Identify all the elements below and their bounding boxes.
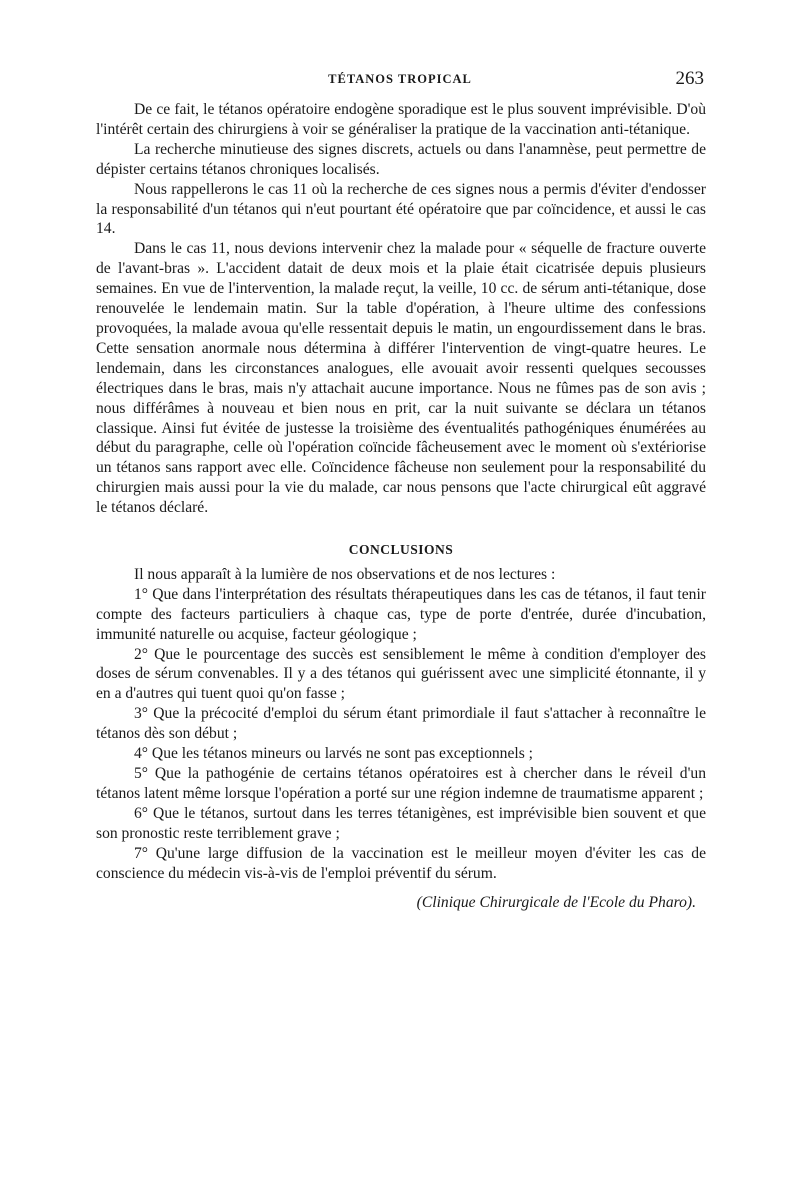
page-header bbox=[96, 68, 704, 92]
body-text bbox=[96, 100, 706, 913]
conclusion-item: 5° Que la pathogénie de certains tétanos opératoires est à chercher dans le réveil d'un tétanos latent même lorsque l'opération a porté sur une région indemne de traumatisme apparent ; bbox=[96, 765, 706, 802]
paragraph: Dans le cas 11, nous devions intervenir chez la malade pour « séquelle de fracture ouverte de l'avant-bras ». L'accident datait de deux mois et la plaie était cicatrisée depuis plusieurs semaines. En vue de l'intervention, la malade reçut, la veille, 10 cc. de sérum anti-tétanique, dose renouvelée le lendemain matin. Sur la table d'opération, à l'heure ultime des confessions provoquées, la malade avoua qu'elle ressentait depuis le matin, un engourdissement dans le bras. Cette sensation anormale nous détermina à différer l'intervention de vingt-quatre heures. Le lendemain, dans les circonstances analogues, elle avouait avoir ressenti quelques secousses électriques dans le bras, mais n'y attachait aucune importance. Nous ne fûmes pas de son avis ; nous différâmes à nouveau et bien nous en prit, car la nuit suivante se déclara un tétanos classique. Ainsi fut évitée de justesse la troisième des éventualités pathogéniques énumérées au début du paragraphe, celle où l'opération coïncide fâcheusement avec le moment où s'extériorise un tétanos sans rapport avec elle. Coïncidence fâcheuse non seulement pour la responsabilité du chirurgien mais aussi pour la vie du malade, car nous pensons que l'acte chirurgical eût aggravé le tétanos déclaré. bbox=[96, 240, 706, 517]
conclusion-item: 6° Que le tétanos, surtout dans les terres tétanigènes, est imprévisible bien souvent et que son pronostic reste terriblement grave ; bbox=[96, 804, 706, 842]
conclusion-item: 7° Qu'une large diffusion de la vaccination est le meilleur moyen d'éviter les cas de conscience du médecin vis-à-vis de l'emploi préventif du sérum. bbox=[96, 844, 706, 882]
source-attribution: (Clinique Chirurgicale de l'Ecole du Pharo). bbox=[416, 894, 696, 912]
conclusion-item: 1° Que dans l'interprétation des résultats thérapeutiques dans les cas de tétanos, il faut tenir compte des facteurs particuliers à chaque cas, type de porte d'entrée, durée d'incubation, immunité naturelle ou acquise, facteur géologique ; bbox=[96, 585, 706, 643]
conclusions-heading: CONCLUSIONS bbox=[348, 542, 454, 558]
page-number: 263 bbox=[675, 68, 704, 89]
conclusion-item: 4° Que les tétanos mineurs ou larvés ne sont pas exceptionnels ; bbox=[134, 745, 534, 763]
paragraph: De ce fait, le tétanos opératoire endogène sporadique est le plus souvent imprévisible. D'où l'intérêt certain des chirurgiens à voir se généraliser la pratique de la vaccination anti-tétanique. bbox=[96, 101, 706, 138]
conclusion-item: 2° Que le pourcentage des succès est sensiblement le même à condition d'employer des doses de sérum convenables. Il y a des tétanos qui guérissent avec une simplicité étonnante, il y en a d'autres qui tuent quoi qu'on fasse ; bbox=[96, 645, 706, 703]
conclusion-item: 3° Que la précocité d'emploi du sérum étant primordiale il faut s'attacher à reconnaître le tétanos dès son début ; bbox=[96, 705, 706, 743]
conclusions-intro: Il nous apparaît à la lumière de nos observations et de nos lectures : bbox=[134, 565, 556, 583]
running-title: TÉTANOS TROPICAL bbox=[328, 72, 472, 86]
paragraph: Nous rappellerons le cas 11 où la recherche de ces signes nous a permis d'éviter d'endosser la responsabilité d'un tétanos qui n'eut pourtant été opératoire que par coïncidence, et aussi le cas 14. bbox=[96, 180, 706, 238]
paragraph: La recherche minutieuse des signes discrets, actuels ou dans l'anamnèse, peut permettre de dépister certains tétanos chroniques localisés. bbox=[96, 140, 706, 178]
